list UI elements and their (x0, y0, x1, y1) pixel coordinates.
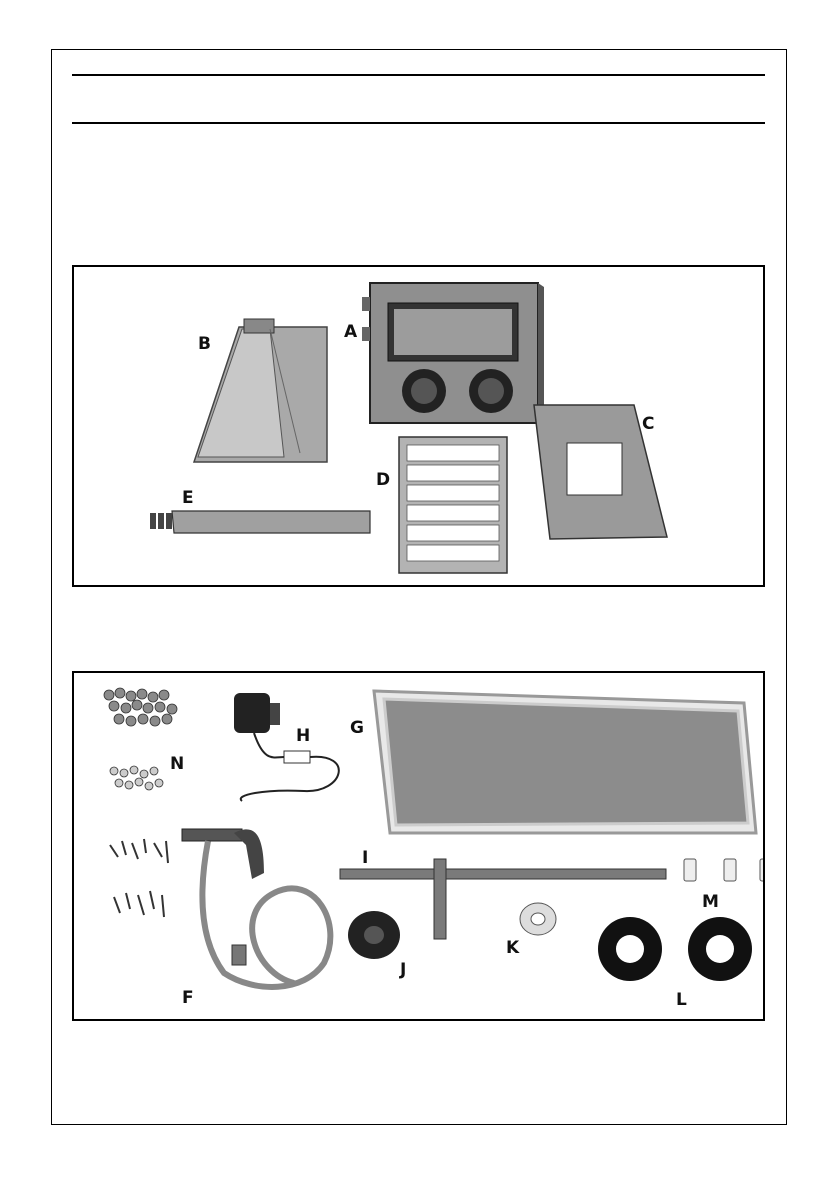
footer-line-right (443, 1124, 787, 1125)
callout-a: A (344, 322, 358, 342)
callout-l: L (676, 990, 687, 1010)
footer-line-left (51, 1124, 392, 1125)
callout-c: C (642, 414, 655, 434)
seal-strip-illustration (598, 917, 752, 981)
callout-i: I (362, 848, 369, 868)
window-panel-illustration (374, 691, 756, 833)
callout-d: D (376, 470, 391, 490)
callout-k: K (506, 938, 520, 958)
figure-accessories (72, 671, 765, 1021)
hopper-illustration (194, 319, 327, 462)
figure-accessories-illustration (74, 673, 763, 1019)
flange-disc-illustration (348, 911, 400, 959)
callout-h: H (296, 726, 311, 746)
figure-main-parts (72, 265, 765, 587)
blast-gun-illustration (182, 829, 330, 987)
header-bottom-rule (72, 122, 765, 124)
callout-m: M (702, 892, 719, 912)
power-adapter-illustration (234, 693, 339, 801)
cabinet-illustration (362, 283, 544, 423)
figure-main-parts-illustration (74, 267, 763, 585)
screws-illustration (110, 839, 168, 917)
nozzles-illustration (684, 859, 763, 881)
callout-e: E (182, 488, 194, 508)
callout-j: J (400, 960, 407, 980)
callout-n: N (170, 754, 185, 774)
callout-g: G (350, 718, 364, 738)
header-top-rule (72, 74, 765, 76)
leg-bar-illustration (150, 511, 370, 533)
grille-shelf-illustration (399, 437, 507, 573)
callout-b: B (198, 334, 211, 354)
fasteners-illustration (104, 688, 177, 790)
callout-f: F (182, 988, 194, 1008)
tape-roll-illustration (520, 903, 556, 935)
